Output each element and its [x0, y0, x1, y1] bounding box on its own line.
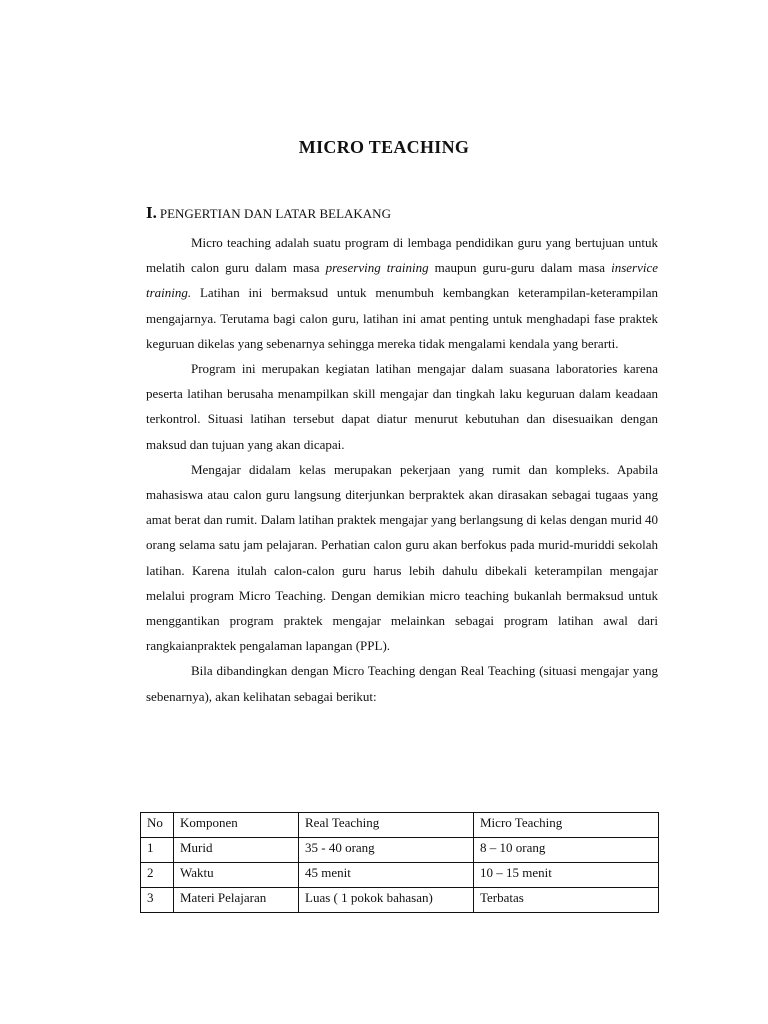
paragraph-1-italic-inservice: inservice training. [146, 260, 659, 301]
paragraph-1 [146, 230, 658, 356]
table-cell: Materi Pelajaran [174, 888, 299, 913]
table-cell: 2 [141, 863, 174, 888]
table-row [141, 888, 659, 913]
paragraph-4: Bila dibandingkan dengan Micro Teaching dengan Real Teaching (situasi mengajar yang sebenarnya), akan kelihatan sebagai berikut: [146, 663, 658, 704]
comparison-table [140, 812, 659, 913]
table-cell: Luas ( 1 pokok bahasan) [299, 888, 474, 913]
table-row [141, 863, 659, 888]
body-text [146, 230, 658, 709]
table-header-cell: Micro Teaching [474, 813, 659, 838]
table-cell: 45 menit [299, 863, 474, 888]
document-title: MICRO TEACHING [298, 137, 470, 157]
table-cell: Murid [174, 838, 299, 863]
paragraph-2: Program ini merupakan kegiatan latihan mengajar dalam suasana laboratories karena peserta latihan berusaha menampilkan skill mengajar dan tingkah laku keguruan dalam keadaan terkontrol. Situasi latihan tersebut dapat diatur menurut kebutuhan dan disesuaikan dengan maksud dan tujuan yang akan dicapai. [146, 361, 658, 452]
table-cell: 35 - 40 orang [299, 838, 474, 863]
table-header-cell: Komponen [174, 813, 299, 838]
table-header-row [141, 813, 659, 838]
paragraph-1-part-c: Latihan ini bermaksud untuk menumbuh kembangkan keterampilan-keterampilan mengajarnya. Terutama bagi calon guru, latihan ini amat penting untuk menghadapi fase praktek keguruan dikelas yang sebenarnya sehingga mereka tidak mengalami kendala yang berarti. [146, 285, 658, 351]
table-row [141, 838, 659, 863]
table-cell: 10 – 15 menit [474, 863, 659, 888]
section-heading-text: PENGERTIAN DAN LATAR BELAKANG [159, 206, 391, 221]
table-cell: 3 [141, 888, 174, 913]
table-header-cell: No [141, 813, 174, 838]
table-cell: 1 [141, 838, 174, 863]
paragraph-1-part-b: maupun guru-guru dalam masa [428, 260, 612, 276]
section-heading [146, 203, 391, 223]
table-header-cell: Real Teaching [299, 813, 474, 838]
paragraph-3: Mengajar didalam kelas merupakan pekerjaan yang rumit dan kompleks. Apabila mahasiswa atau calon guru langsung diterjunkan berpraktek akan dirasakan sebagai tugaas yang amat berat dan rumit. Dalam latihan praktek mengajar yang berlangsung di kelas dengan murid 40 orang selama satu jam pelajaran. Perhatian calon guru akan berfokus pada murid-muriddi sekolah latihan. Karena itulah calon-calon guru harus lebih dahulu dibekali keterampilan mengajar melalui program Micro Teaching. Dengan demikian micro teaching bukanlah bermaksud untuk menggantikan program praktek mengajar melainkan sebagai program latihan awal dari rangkaianpraktek pengalaman lapangan (PPL). [146, 461, 658, 654]
table-cell: Terbatas [474, 888, 659, 913]
table-cell: Waktu [174, 863, 299, 888]
table-cell: 8 – 10 orang [474, 838, 659, 863]
paragraph-1-italic-preserving: preserving training [325, 260, 429, 276]
section-number: I. [146, 203, 157, 222]
paragraph-1-part-a: Micro teaching adalah suatu program di lembaga pendidikan guru yang bertujuan untuk melatih calon guru dalam masa [146, 235, 658, 276]
